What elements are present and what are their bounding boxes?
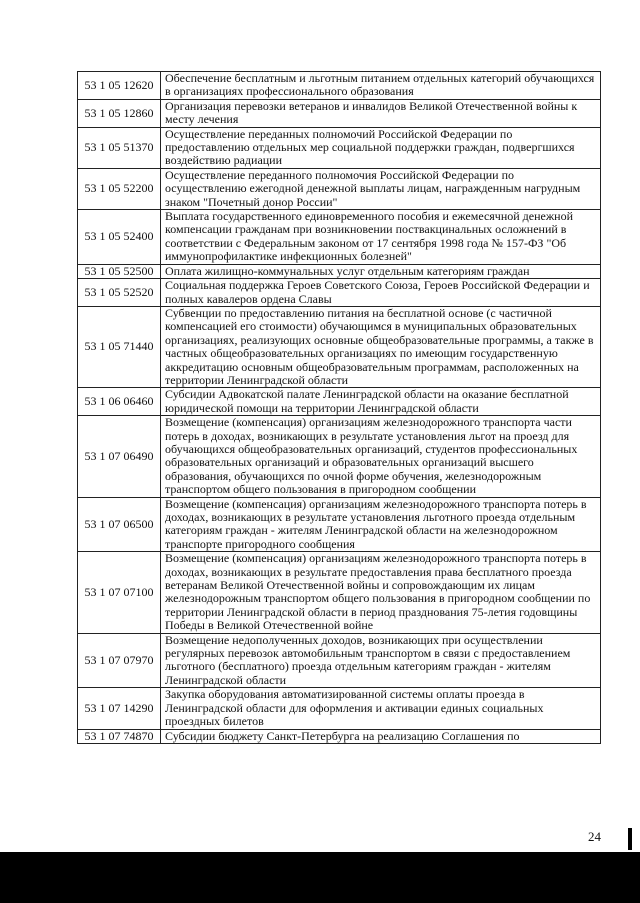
row-description: Закупка оборудования автоматизированной системы оплаты проезда в Ленинградской области для оформления и активации единых социальных проездных билетов — [161, 688, 601, 729]
row-code: 53 1 05 51370 — [78, 127, 161, 168]
budget-codes-table — [77, 71, 601, 744]
table-row — [78, 388, 601, 416]
table-row — [78, 72, 601, 100]
row-description: Организация перевозки ветеранов и инвалидов Великой Отечественной войны к месту лечения — [161, 99, 601, 127]
table-row — [78, 729, 601, 743]
row-description: Осуществление переданного полномочия Российской Федерации по осуществлению ежегодной денежной выплаты лицам, награжденным нагрудным знаком "Почетный донор России" — [161, 168, 601, 209]
row-code: 53 1 05 71440 — [78, 306, 161, 387]
row-description: Возмещение (компенсация) организациям железнодорожного транспорта части потерь в доходах, возникающих в результате установления льгот на проезд для обучающихся общеобразовательных организаций, студентов профессиональных образовательных организаций и образовательных организаций высшего образования, обучающихся по очной форме обучения, железнодорожным транспортом общего пользования в пригородном сообщении — [161, 416, 601, 497]
row-description: Осуществление переданных полномочий Российской Федерации по предоставлению отдельных мер социальной поддержки граждан, подвергшихся воздействию радиации — [161, 127, 601, 168]
row-code: 53 1 07 14290 — [78, 688, 161, 729]
row-code: 53 1 07 06500 — [78, 497, 161, 552]
row-description: Возмещение (компенсация) организациям железнодорожного транспорта потерь в доходах, возникающих в результате установления льготного проезда отдельным категориям граждан - жителям Ленинградской области на железнодорожном транспорте пригородного сообщения — [161, 497, 601, 552]
row-description: Обеспечение бесплатным и льготным питанием отдельных категорий обучающихся в организациях профессионального образования — [161, 72, 601, 100]
table-row — [78, 210, 601, 265]
table-row — [78, 279, 601, 307]
row-description: Оплата жилищно-коммунальных услуг отдельным категориям граждан — [161, 264, 601, 278]
table-row — [78, 633, 601, 688]
row-code: 53 1 07 07100 — [78, 552, 161, 633]
row-description: Социальная поддержка Героев Советского Союза, Героев Российской Федерации и полных кавалеров ордена Славы — [161, 279, 601, 307]
row-description: Субсидии Адвокатской палате Ленинградской области на оказание бесплатной юридической помощи на территории Ленинградской области — [161, 388, 601, 416]
row-code: 53 1 05 12620 — [78, 72, 161, 100]
row-code: 53 1 05 12860 — [78, 99, 161, 127]
row-description: Субвенции по предоставлению питания на бесплатной основе (с частичной компенсацией его стоимости) обучающимся в муниципальных образовательных организациях, реализующих основные общеобразовательные программы, а также в частных общеобразовательных организациях по имеющим государственную аккредитацию основным общеобразовательным программам, расположенных на территории Ленинградской области — [161, 306, 601, 387]
row-code: 53 1 06 06460 — [78, 388, 161, 416]
row-description: Возмещение недополученных доходов, возникающих при осуществлении регулярных перевозок автомобильным транспортом в связи с предоставлением льготного (бесплатного) проезда отдельным категориям граждан - жителям Ленинградской области — [161, 633, 601, 688]
table-row — [78, 416, 601, 497]
table-row — [78, 497, 601, 552]
table-row — [78, 168, 601, 209]
table-row — [78, 264, 601, 278]
row-description: Выплата государственного единовременного пособия и ежемесячной денежной компенсации гражданам при возникновении поствакцинальных осложнений в соответствии с Федеральным законом от 17 сентября 1998 года № 157-ФЗ "Об иммунопрофилактике инфекционных болезней" — [161, 210, 601, 265]
table-body — [78, 72, 601, 744]
scan-edge-mark — [628, 828, 632, 850]
table-row — [78, 306, 601, 387]
table-row — [78, 688, 601, 729]
row-code: 53 1 07 74870 — [78, 729, 161, 743]
row-code: 53 1 05 52200 — [78, 168, 161, 209]
row-code: 53 1 07 06490 — [78, 416, 161, 497]
table-row — [78, 99, 601, 127]
row-description: Субсидии бюджету Санкт-Петербурга на реализацию Соглашения по — [161, 729, 601, 743]
row-code: 53 1 05 52500 — [78, 264, 161, 278]
page-number: 24 — [588, 829, 601, 844]
row-description: Возмещение (компенсация) организациям железнодорожного транспорта потерь в доходах, возникающих в результате предоставления права бесплатного проезда ветеранам Великой Отечественной войны и сопровождающим их лицам железнодорожным транспортом общего пользования в пригородном сообщении по территории Ленинградской области в период празднования 75-летия годовщины Победы в Великой Отечественной войне — [161, 552, 601, 633]
row-code: 53 1 07 07970 — [78, 633, 161, 688]
table-row — [78, 127, 601, 168]
row-code: 53 1 05 52520 — [78, 279, 161, 307]
row-code: 53 1 05 52400 — [78, 210, 161, 265]
table-row — [78, 552, 601, 633]
scan-bottom-border — [0, 852, 640, 903]
